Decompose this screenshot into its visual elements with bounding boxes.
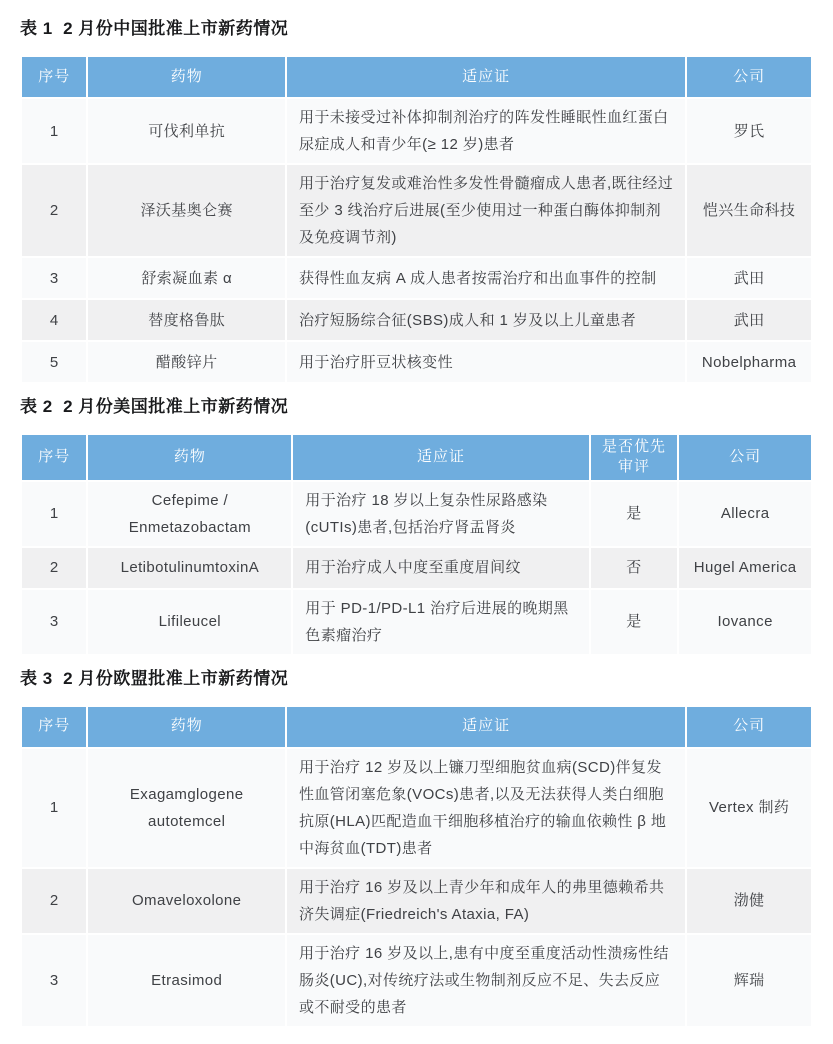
- table-title-china: 表 1 2 月份中国批准上市新药情况: [20, 19, 289, 38]
- table-cell: 可伐利单抗: [87, 98, 286, 164]
- table-row: [21, 257, 812, 299]
- table-row: [21, 547, 812, 589]
- table-cell: Lifileucel: [87, 589, 292, 655]
- table-section-eu: [20, 664, 813, 1028]
- table-cell: Etrasimod: [87, 934, 286, 1027]
- table-cell: 用于治疗 16 岁及以上青少年和成年人的弗里德赖希共济失调症(Friedreich's Ataxia, FA): [286, 868, 686, 934]
- table-cell: 3: [21, 257, 87, 299]
- column-header: 序号: [21, 434, 87, 481]
- table-cell: 用于未接受过补体抑制剂治疗的阵发性睡眠性血红蛋白尿症成人和青少年(≥ 12 岁)患者: [286, 98, 686, 164]
- table-cell: 武田: [686, 299, 812, 341]
- table-cell: 罗氏: [686, 98, 812, 164]
- table-cell: 3: [21, 934, 87, 1027]
- header-row: [21, 434, 812, 481]
- table-row: [21, 164, 812, 257]
- column-header: 序号: [21, 56, 87, 98]
- table-cell: 用于 PD-1/PD-L1 治疗后进展的晚期黑色素瘤治疗: [292, 589, 589, 655]
- table-cell: 治疗短肠综合征(SBS)成人和 1 岁及以上儿童患者: [286, 299, 686, 341]
- table-title-us: 表 2 2 月份美国批准上市新药情况: [20, 397, 289, 416]
- table-cell: 用于治疗复发或难治性多发性骨髓瘤成人患者,既往经过至少 3 线治疗后进展(至少使用过一种蛋白酶体抑制剂及免疫调节剂): [286, 164, 686, 257]
- column-header: 药物: [87, 706, 286, 748]
- table-cell: 武田: [686, 257, 812, 299]
- table-section-us: [20, 392, 813, 656]
- table-cell: 否: [590, 547, 679, 589]
- table-cell: Hugel America: [678, 547, 812, 589]
- table-cell: Exagamglogene autotemcel: [87, 748, 286, 868]
- table-cell: 5: [21, 341, 87, 383]
- column-header: 序号: [21, 706, 87, 748]
- table-cell: Omaveloxolone: [87, 868, 286, 934]
- column-header: 公司: [686, 706, 812, 748]
- table-row: [21, 481, 812, 547]
- column-header: 适应证: [286, 706, 686, 748]
- table-cell: 3: [21, 589, 87, 655]
- table-cell: Nobelpharma: [686, 341, 812, 383]
- column-header: 公司: [678, 434, 812, 481]
- table-cell: 2: [21, 868, 87, 934]
- table-cell: 获得性血友病 A 成人患者按需治疗和出血事件的控制: [286, 257, 686, 299]
- table-cell: Cefepime / Enmetazobactam: [87, 481, 292, 547]
- tables-root: [20, 14, 813, 1028]
- table-cell: 1: [21, 98, 87, 164]
- table-cell: 辉瑞: [686, 934, 812, 1027]
- table-cell: 用于治疗 12 岁及以上镰刀型细胞贫血病(SCD)伴复发性血管闭塞危象(VOCs)患者,以及无法获得人类白细胞抗原(HLA)匹配造血干细胞移植治疗的输血依赖性 β 地中海贫血(TDT)患者: [286, 748, 686, 868]
- table-cell: 是: [590, 481, 679, 547]
- approval-table-china: [20, 55, 813, 384]
- table-row: [21, 98, 812, 164]
- table-cell: 4: [21, 299, 87, 341]
- table-cell: Vertex 制药: [686, 748, 812, 868]
- column-header: 是否优先审评: [590, 434, 679, 481]
- table-cell: 醋酸锌片: [87, 341, 286, 383]
- column-header: 药物: [87, 56, 286, 98]
- table-cell: 舒索凝血素 α: [87, 257, 286, 299]
- table-row: [21, 299, 812, 341]
- table-title-eu: 表 3 2 月份欧盟批准上市新药情况: [20, 668, 289, 688]
- approval-table-us: [20, 433, 813, 656]
- column-header: 适应证: [292, 434, 589, 481]
- approval-table-eu: [20, 705, 813, 1028]
- table-row: [21, 748, 812, 868]
- table-row: [21, 868, 812, 934]
- column-header: 药物: [87, 434, 292, 481]
- table-cell: LetibotulinumtoxinA: [87, 547, 292, 589]
- table-row: [21, 341, 812, 383]
- table-cell: 2: [21, 164, 87, 257]
- table-row: [21, 934, 812, 1027]
- table-cell: 泽沃基奥仑赛: [87, 164, 286, 257]
- table-section-china: [20, 14, 813, 384]
- table-cell: 是: [590, 589, 679, 655]
- column-header: 适应证: [286, 56, 686, 98]
- table-cell: 恺兴生命科技: [686, 164, 812, 257]
- table-cell: 渤健: [686, 868, 812, 934]
- header-row: [21, 706, 812, 748]
- table-cell: 2: [21, 547, 87, 589]
- table-cell: Allecra: [678, 481, 812, 547]
- table-cell: Iovance: [678, 589, 812, 655]
- table-cell: 用于治疗 16 岁及以上,患有中度至重度活动性溃疡性结肠炎(UC),对传统疗法或生物制剂反应不足、失去反应或不耐受的患者: [286, 934, 686, 1027]
- table-cell: 用于治疗成人中度至重度眉间纹: [292, 547, 589, 589]
- table-row: [21, 589, 812, 655]
- table-cell: 用于治疗 18 岁以上复杂性尿路感染(cUTIs)患者,包括治疗肾盂肾炎: [292, 481, 589, 547]
- table-cell: 1: [21, 748, 87, 868]
- table-cell: 1: [21, 481, 87, 547]
- table-cell: 用于治疗肝豆状核变性: [286, 341, 686, 383]
- header-row: [21, 56, 812, 98]
- column-header: 公司: [686, 56, 812, 98]
- table-cell: 替度格鲁肽: [87, 299, 286, 341]
